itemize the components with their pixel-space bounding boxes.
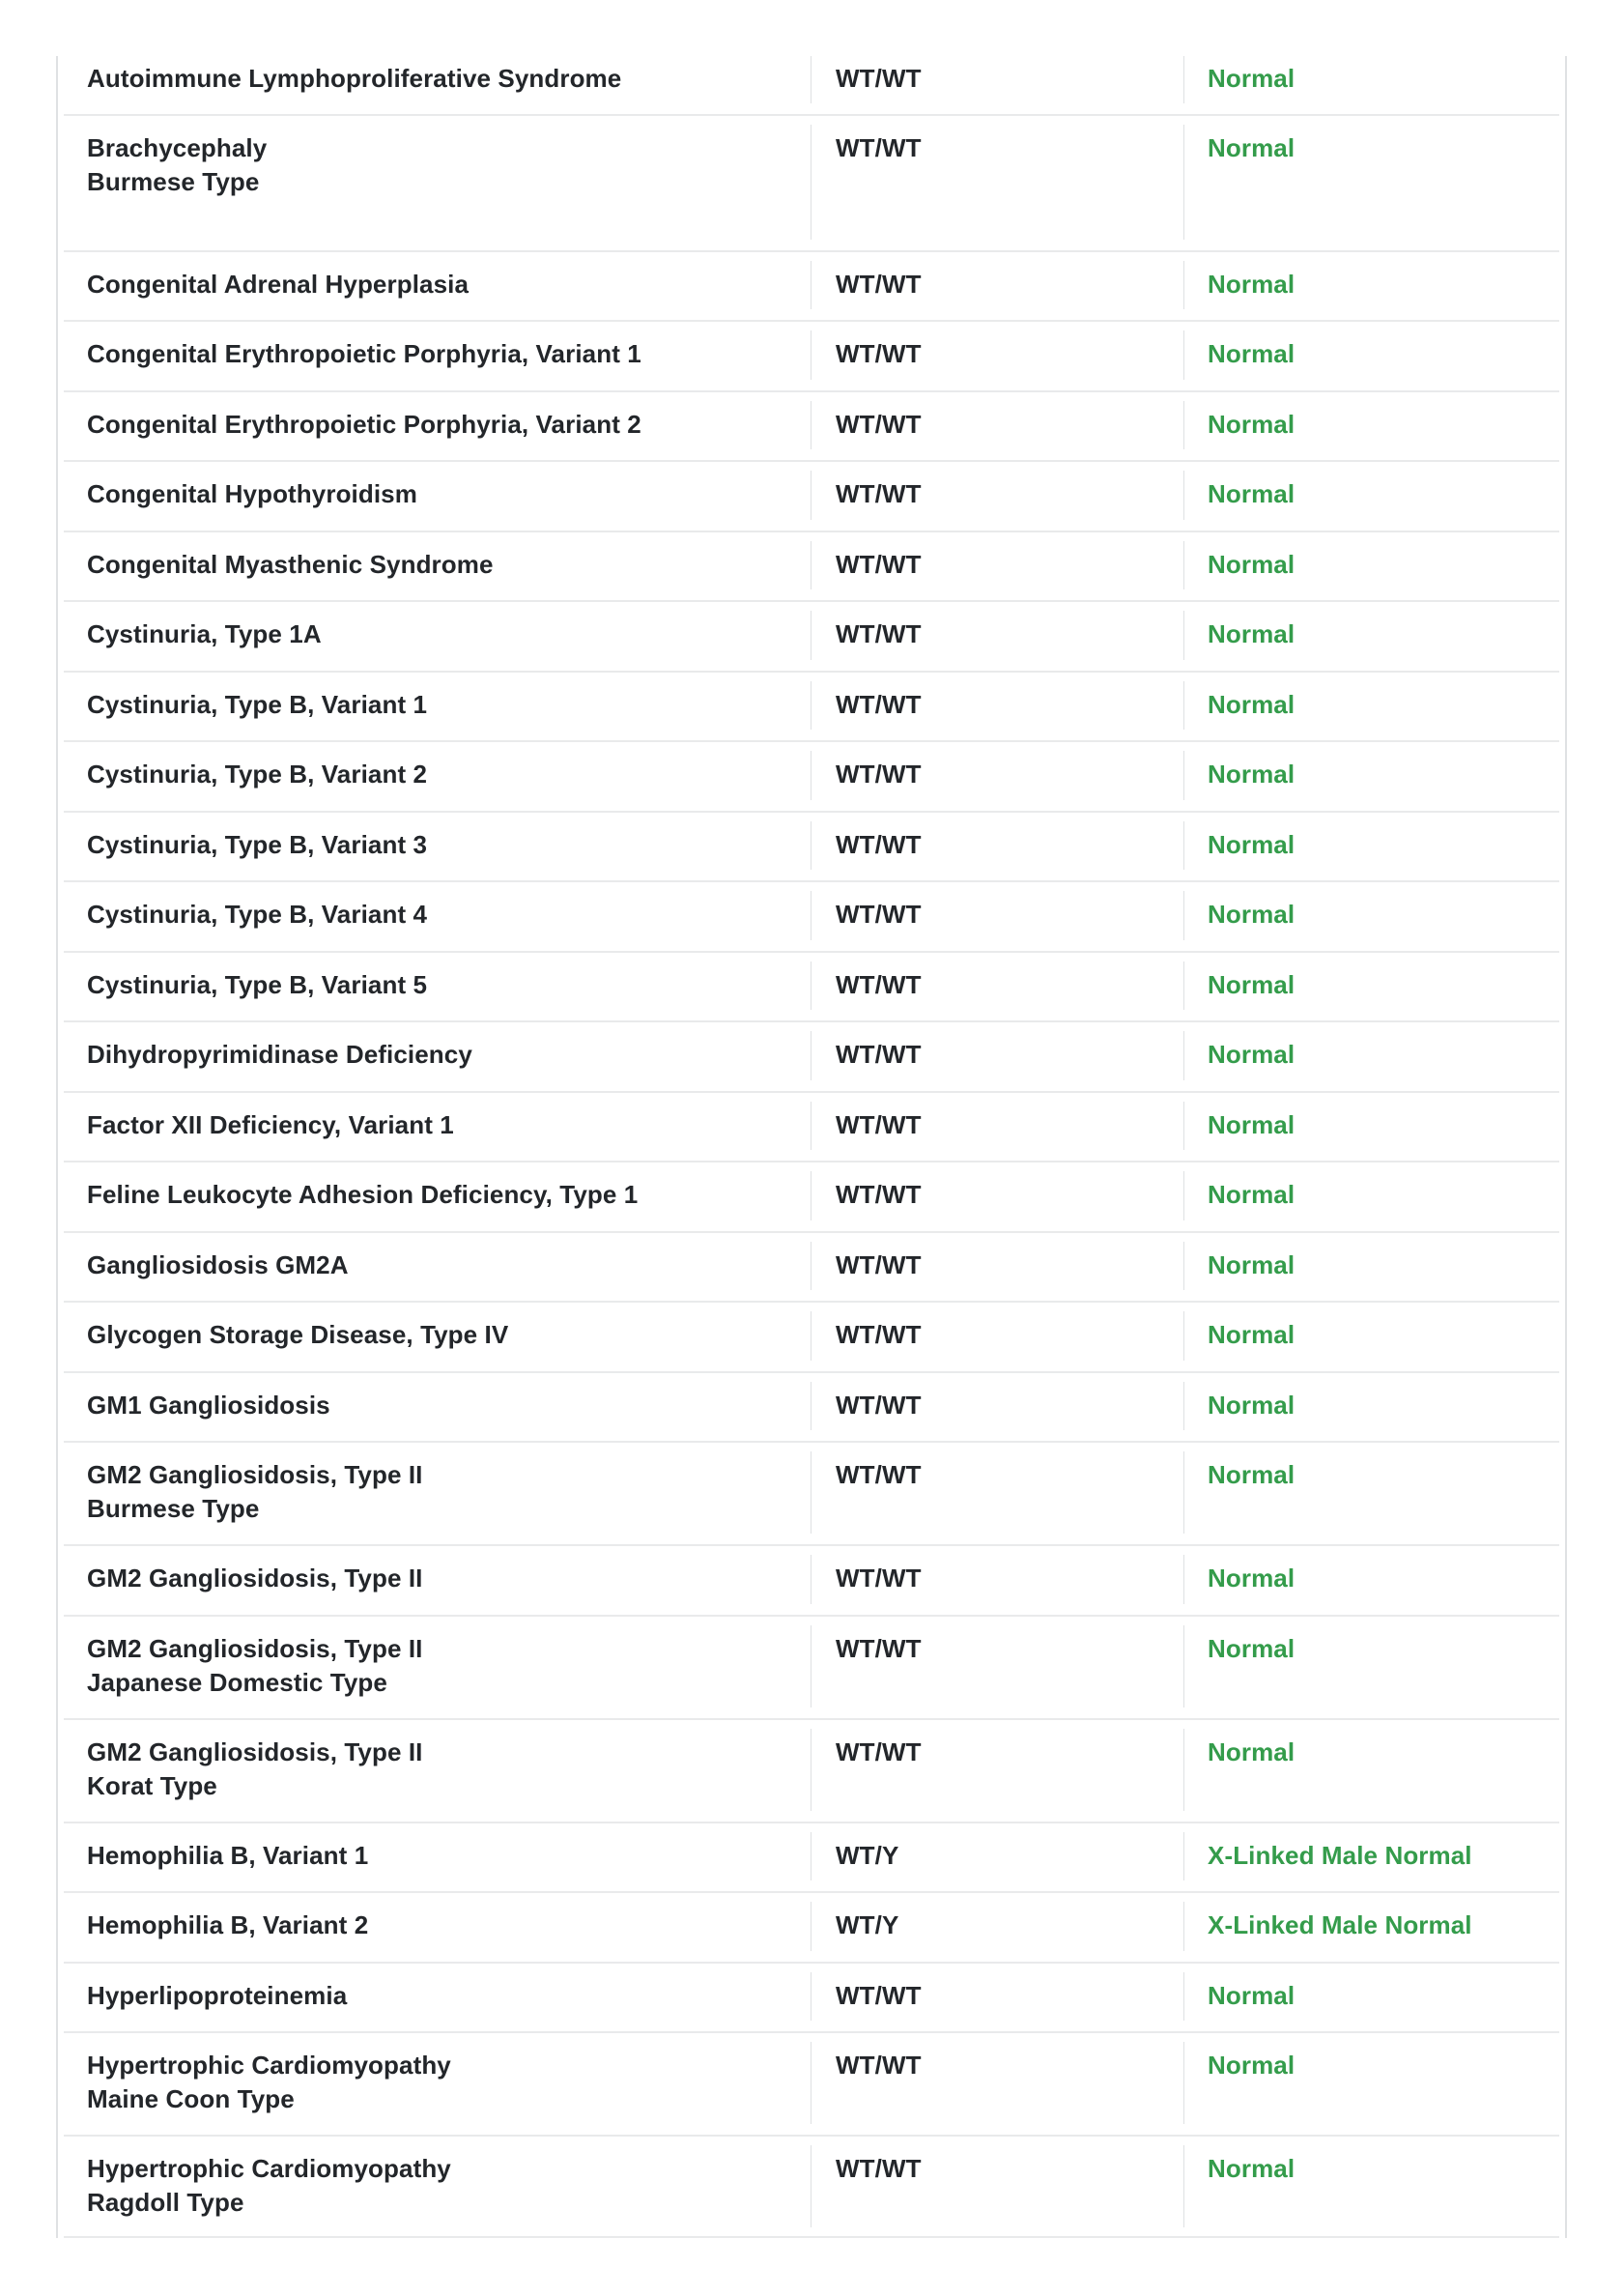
condition-name: Brachycephaly (87, 132, 268, 162)
result-value: Normal (1208, 64, 1296, 93)
genotype-cell (811, 811, 1183, 881)
result-value: Normal (1208, 900, 1296, 929)
genotype-cell (811, 1231, 1183, 1302)
condition-name: Congenital Adrenal Hyperplasia (87, 269, 470, 299)
genotype-cell (811, 2135, 1183, 2238)
genotype-cell (811, 1161, 1183, 1231)
result-cell (1183, 1718, 1565, 1822)
table-row (58, 880, 1565, 951)
result-cell (1183, 811, 1565, 881)
condition-cell (58, 1718, 811, 1822)
genotype-cell (811, 1020, 1183, 1091)
condition-cell (58, 114, 811, 250)
result-cell (1183, 2031, 1565, 2135)
table-row (58, 1962, 1565, 2032)
result-value: Normal (1208, 689, 1296, 719)
result-value: Normal (1208, 549, 1296, 579)
genotype-cell (811, 1371, 1183, 1442)
result-value: Normal (1208, 1109, 1296, 1139)
genotype-value: WT/WT (836, 1564, 922, 1593)
result-value: Normal (1208, 1180, 1296, 1209)
genotype-cell (811, 1544, 1183, 1615)
genotype-cell (811, 880, 1183, 951)
result-value: Normal (1208, 479, 1296, 508)
condition-subtype: Japanese Domestic Type (87, 1667, 387, 1697)
genotype-cell (811, 1615, 1183, 1718)
condition-name: Cystinuria, Type B, Variant 1 (87, 689, 428, 719)
genotype-cell (811, 250, 1183, 321)
genotype-value: WT/WT (836, 2154, 922, 2183)
table-row (58, 1161, 1565, 1231)
condition-cell (58, 1231, 811, 1302)
result-value: Normal (1208, 2051, 1296, 2080)
result-value: Normal (1208, 969, 1296, 999)
genotype-cell (811, 1718, 1183, 1822)
result-cell (1183, 1822, 1565, 1892)
genotype-value: WT/WT (836, 132, 922, 162)
condition-name: GM2 Gangliosidosis, Type II (87, 1460, 423, 1489)
result-cell (1183, 56, 1565, 114)
condition-cell (58, 671, 811, 741)
genotype-cell (811, 56, 1183, 114)
genotype-value: WT/WT (836, 2051, 922, 2080)
result-value: Normal (1208, 1249, 1296, 1279)
condition-cell (58, 1891, 811, 1962)
condition-name: Congenital Hypothyroidism (87, 479, 417, 508)
result-cell (1183, 320, 1565, 390)
condition-cell (58, 1822, 811, 1892)
condition-cell (58, 1441, 811, 1544)
result-value: Normal (1208, 1040, 1296, 1069)
genotype-value: WT/WT (836, 1736, 922, 1766)
table-row (58, 1544, 1565, 1615)
condition-cell (58, 1544, 811, 1615)
genotype-cell (811, 951, 1183, 1021)
table-row (58, 811, 1565, 881)
genotype-cell (811, 531, 1183, 601)
result-value: Normal (1208, 1320, 1296, 1349)
condition-name: Autoimmune Lymphoproliferative Syndrome (87, 64, 622, 93)
genotype-value: WT/WT (836, 969, 922, 999)
genotype-value: WT/Y (836, 1910, 899, 1939)
genotype-cell (811, 460, 1183, 531)
result-value: Normal (1208, 619, 1296, 648)
result-value: Normal (1208, 339, 1296, 368)
table-row (58, 1718, 1565, 1822)
result-cell (1183, 880, 1565, 951)
genotype-value: WT/WT (836, 829, 922, 859)
table-row (58, 1615, 1565, 1718)
result-cell (1183, 1371, 1565, 1442)
condition-subtype: Maine Coon Type (87, 2084, 295, 2113)
result-value: Normal (1208, 409, 1296, 439)
result-value: Normal (1208, 1633, 1296, 1663)
condition-name: GM1 Gangliosidosis (87, 1390, 330, 1420)
genotype-cell (811, 320, 1183, 390)
condition-name: Gangliosidosis GM2A (87, 1249, 349, 1279)
genotype-value: WT/WT (836, 900, 922, 929)
result-value: Normal (1208, 1980, 1296, 2010)
condition-name: GM2 Gangliosidosis, Type II (87, 1633, 423, 1663)
condition-subtype: Korat Type (87, 1770, 217, 1800)
condition-name: Cystinuria, Type B, Variant 2 (87, 760, 428, 789)
genotype-cell (811, 1091, 1183, 1162)
result-cell (1183, 114, 1565, 250)
result-value: Normal (1208, 1460, 1296, 1489)
condition-name: GM2 Gangliosidosis, Type II (87, 1736, 423, 1766)
condition-name: Hemophilia B, Variant 1 (87, 1840, 369, 1870)
condition-cell (58, 390, 811, 461)
result-value: Normal (1208, 760, 1296, 789)
condition-name: Factor XII Deficiency, Variant 1 (87, 1109, 454, 1139)
condition-name: Cystinuria, Type B, Variant 3 (87, 829, 428, 859)
condition-cell (58, 740, 811, 811)
result-cell (1183, 1891, 1565, 1962)
genotype-value: WT/WT (836, 1040, 922, 1069)
table-row (58, 951, 1565, 1021)
result-cell (1183, 2135, 1565, 2238)
result-value: Normal (1208, 1390, 1296, 1420)
genotype-cell (811, 1822, 1183, 1892)
condition-cell (58, 320, 811, 390)
genotype-value: WT/WT (836, 64, 922, 93)
condition-cell (58, 460, 811, 531)
result-cell (1183, 1231, 1565, 1302)
table-row (58, 320, 1565, 390)
table-row (58, 671, 1565, 741)
table-row (58, 1822, 1565, 1892)
condition-name: Hemophilia B, Variant 2 (87, 1910, 369, 1939)
condition-name: Cystinuria, Type B, Variant 4 (87, 900, 428, 929)
genotype-cell (811, 600, 1183, 671)
table-row (58, 1891, 1565, 1962)
genotype-cell (811, 1301, 1183, 1371)
genotype-value: WT/WT (836, 689, 922, 719)
condition-cell (58, 880, 811, 951)
genotype-value: WT/WT (836, 339, 922, 368)
condition-cell (58, 250, 811, 321)
table-row (58, 1441, 1565, 1544)
genotype-value: WT/WT (836, 1633, 922, 1663)
result-cell (1183, 1301, 1565, 1371)
table-row (58, 600, 1565, 671)
condition-name: Glycogen Storage Disease, Type IV (87, 1320, 509, 1349)
condition-name: Congenital Erythropoietic Porphyria, Variant 2 (87, 409, 641, 439)
genotype-value: WT/WT (836, 1320, 922, 1349)
genotype-cell (811, 1891, 1183, 1962)
table-row (58, 114, 1565, 250)
genotype-value: WT/WT (836, 269, 922, 299)
condition-name: Hypertrophic Cardiomyopathy (87, 2051, 451, 2080)
result-value: Normal (1208, 2154, 1296, 2183)
condition-cell (58, 1020, 811, 1091)
condition-name: Congenital Erythropoietic Porphyria, Variant 1 (87, 339, 641, 368)
condition-name: Feline Leukocyte Adhesion Deficiency, Type 1 (87, 1180, 639, 1209)
condition-name: Congenital Myasthenic Syndrome (87, 549, 494, 579)
result-value: Normal (1208, 269, 1296, 299)
condition-name: Hypertrophic Cardiomyopathy (87, 2154, 451, 2183)
table-row (58, 1301, 1565, 1371)
genotype-value: WT/Y (836, 1840, 899, 1870)
genotype-cell (811, 740, 1183, 811)
condition-cell (58, 951, 811, 1021)
result-cell (1183, 1615, 1565, 1718)
result-cell (1183, 600, 1565, 671)
table-row (58, 2135, 1565, 2238)
table-row (58, 740, 1565, 811)
condition-cell (58, 1301, 811, 1371)
result-cell (1183, 390, 1565, 461)
genotype-value: WT/WT (836, 619, 922, 648)
genotype-cell (811, 2031, 1183, 2135)
condition-name: Cystinuria, Type 1A (87, 619, 322, 648)
result-cell (1183, 1441, 1565, 1544)
condition-cell (58, 1615, 811, 1718)
table-row (58, 390, 1565, 461)
condition-cell (58, 531, 811, 601)
table-row (58, 531, 1565, 601)
genotype-value: WT/WT (836, 760, 922, 789)
result-value: Normal (1208, 1736, 1296, 1766)
result-cell (1183, 531, 1565, 601)
condition-cell (58, 1962, 811, 2032)
genotype-cell (811, 671, 1183, 741)
condition-cell (58, 1161, 811, 1231)
conditions-table (56, 56, 1567, 2238)
result-cell (1183, 671, 1565, 741)
genotype-value: WT/WT (836, 479, 922, 508)
table-row (58, 2031, 1565, 2135)
result-cell (1183, 1091, 1565, 1162)
conditions-table-body (58, 56, 1565, 2238)
condition-name: Dihydropyrimidinase Deficiency (87, 1040, 472, 1069)
result-cell (1183, 740, 1565, 811)
result-cell (1183, 1020, 1565, 1091)
table-row (58, 1091, 1565, 1162)
genotype-cell (811, 390, 1183, 461)
condition-cell (58, 1371, 811, 1442)
genotype-value: WT/WT (836, 1249, 922, 1279)
condition-subtype: Burmese Type (87, 166, 260, 196)
condition-name: Hyperlipoproteinemia (87, 1980, 348, 2010)
table-row (58, 1371, 1565, 1442)
condition-subtype: Burmese Type (87, 1494, 260, 1523)
result-value: X-Linked Male Normal (1208, 1910, 1472, 1939)
genotype-value: WT/WT (836, 1460, 922, 1489)
condition-cell (58, 2031, 811, 2135)
genotype-cell (811, 1441, 1183, 1544)
result-cell (1183, 1161, 1565, 1231)
condition-cell (58, 811, 811, 881)
table-row (58, 1231, 1565, 1302)
genotype-value: WT/WT (836, 409, 922, 439)
condition-cell (58, 1091, 811, 1162)
condition-subtype: Ragdoll Type (87, 2188, 244, 2217)
genotype-value: WT/WT (836, 1180, 922, 1209)
result-value: Normal (1208, 829, 1296, 859)
genotype-cell (811, 1962, 1183, 2032)
genotype-value: WT/WT (836, 1390, 922, 1420)
table-row (58, 460, 1565, 531)
condition-cell (58, 2135, 811, 2238)
genotype-cell (811, 114, 1183, 250)
result-value: Normal (1208, 1564, 1296, 1593)
table-row (58, 250, 1565, 321)
result-value: X-Linked Male Normal (1208, 1840, 1472, 1870)
result-cell (1183, 460, 1565, 531)
condition-name: GM2 Gangliosidosis, Type II (87, 1564, 423, 1593)
result-cell (1183, 951, 1565, 1021)
condition-name: Cystinuria, Type B, Variant 5 (87, 969, 428, 999)
genotype-value: WT/WT (836, 1109, 922, 1139)
condition-cell (58, 56, 811, 114)
genotype-value: WT/WT (836, 1980, 922, 2010)
result-cell (1183, 250, 1565, 321)
result-value: Normal (1208, 132, 1296, 162)
table-row (58, 56, 1565, 114)
genotype-value: WT/WT (836, 549, 922, 579)
result-cell (1183, 1962, 1565, 2032)
condition-cell (58, 600, 811, 671)
table-row (58, 1020, 1565, 1091)
result-cell (1183, 1544, 1565, 1615)
